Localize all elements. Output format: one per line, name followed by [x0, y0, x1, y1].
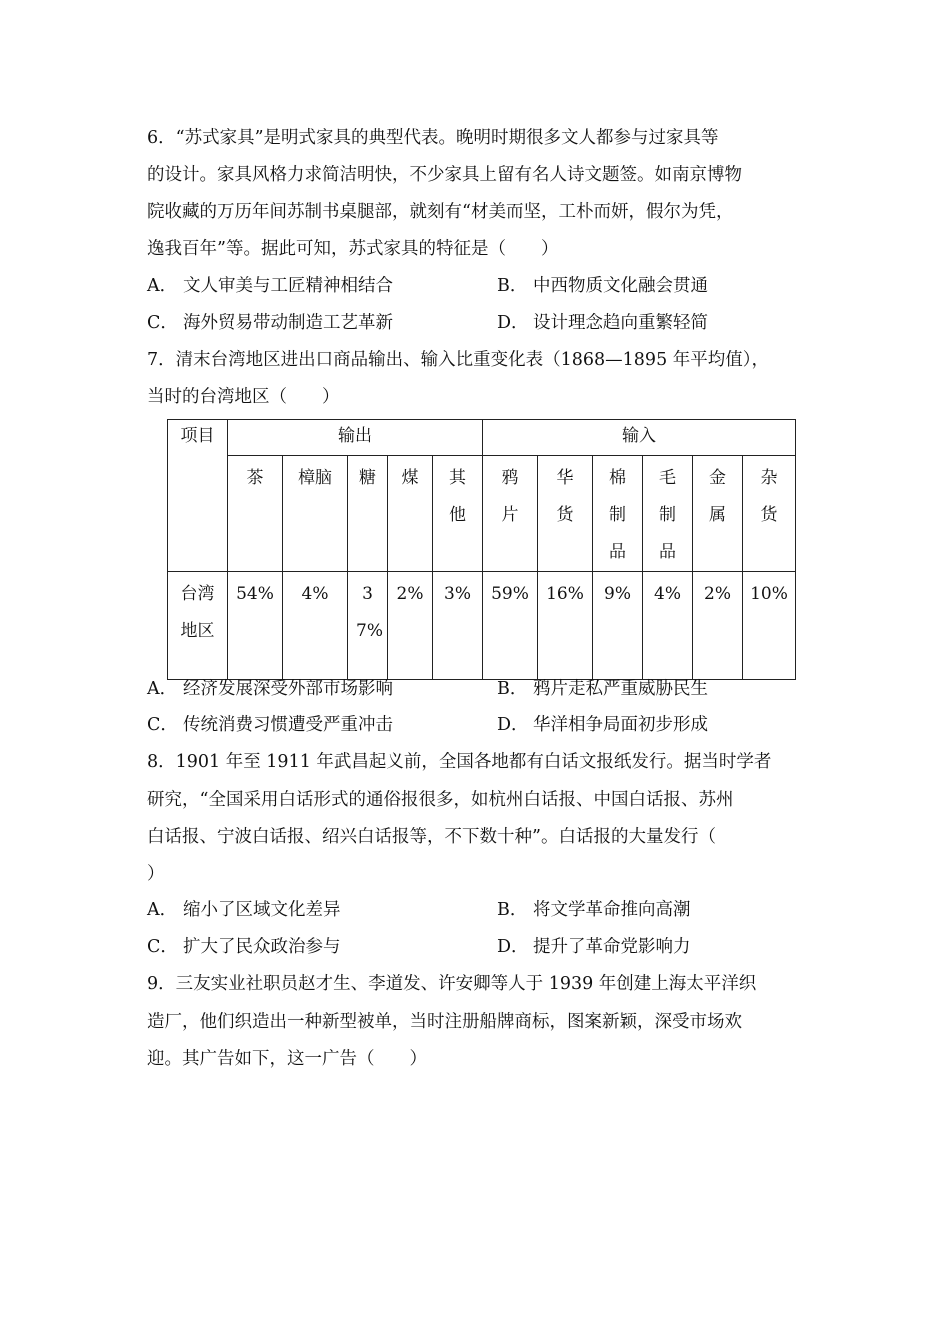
option-text: 缩小了区域文化差异	[183, 900, 341, 920]
option-letter: B．	[497, 276, 528, 296]
option-letter: A．	[147, 900, 178, 920]
table-col-tea: 茶	[228, 456, 283, 572]
option-letter: A．	[147, 276, 178, 296]
table-col-camphor: 樟脑	[283, 456, 348, 572]
q8-option-c[interactable]	[147, 935, 341, 959]
table-cell-tea: 54%	[228, 572, 283, 680]
q6-stem-line-3: 院收藏的万历年间苏制书桌腿部，就刻有“材美而坚，工朴而妍，假尔为凭，	[147, 202, 734, 222]
table-cell-metal: 2%	[693, 572, 743, 680]
table-cell-coal: 2%	[388, 572, 433, 680]
option-text: 将文学革命推向高潮	[533, 900, 691, 920]
option-text: 经济发展深受外部市场影响	[183, 679, 393, 699]
q6-option-c[interactable]	[147, 311, 393, 335]
option-letter: C．	[147, 313, 178, 333]
q6-option-b[interactable]	[497, 274, 708, 298]
option-text: 中西物质文化融会贯通	[533, 276, 708, 296]
q8-option-b[interactable]	[497, 898, 691, 922]
q8-option-d[interactable]	[497, 935, 691, 959]
table-col-metal: 金属	[693, 456, 743, 572]
option-letter: C．	[147, 937, 178, 957]
table-cell-camphor: 4%	[283, 572, 348, 680]
q6-stem-line-4: 逸我百年”等。据此可知，苏式家具的特征是（ ）	[147, 239, 559, 259]
table-cell-opium: 59%	[483, 572, 538, 680]
q6-option-a[interactable]	[147, 274, 393, 298]
q7-stem-line-2: 当时的台湾地区（ ）	[147, 387, 340, 407]
table-col-other: 其他	[433, 456, 483, 572]
option-letter: A．	[147, 679, 178, 699]
table-col-sugar: 糖	[348, 456, 388, 572]
q7-option-a[interactable]	[147, 677, 393, 701]
option-text: 鸦片走私严重威胁民生	[533, 679, 708, 699]
table-header-import: 输入	[483, 420, 796, 456]
trade-ratio-table	[167, 419, 796, 680]
option-letter: D．	[497, 715, 529, 735]
table-col-wool-goods: 毛制品	[643, 456, 693, 572]
table-cell-other: 3%	[433, 572, 483, 680]
option-text: 海外贸易带动制造工艺革新	[183, 313, 393, 333]
option-text: 提升了革命党影响力	[533, 937, 691, 957]
option-text: 华洋相争局面初步形成	[533, 715, 708, 735]
option-letter: B．	[497, 900, 528, 920]
option-letter: C．	[147, 715, 178, 735]
q8-stem-line-3: 白话报、宁波白话报、绍兴白话报等，不下数十种”。白话报的大量发行（	[147, 827, 716, 847]
table-cell-sundries: 10%	[743, 572, 796, 680]
table-col-chinese-goods: 华货	[538, 456, 593, 572]
q9-stem-line-1: 9．三友实业社职员赵才生、李道发、许安卿等人于 1939 年创建上海太平洋织	[147, 974, 757, 994]
table-col-opium: 鸦片	[483, 456, 538, 572]
table-row-label: 台湾地区	[168, 572, 228, 680]
q9-stem-line-3: 迎。其广告如下，这一广告（ ）	[147, 1049, 427, 1069]
q6-stem-line-1: 6．“苏式家具”是明式家具的典型代表。晚明时期很多文人都参与过家具等	[147, 128, 719, 148]
option-text: 设计理念趋向重繁轻简	[533, 313, 708, 333]
table-col-cotton-goods: 棉制品	[593, 456, 643, 572]
q7-option-d[interactable]	[497, 713, 708, 737]
q7-stem-line-1: 7．清末台湾地区进出口商品输出、输入比重变化表（1868—1895 年平均值），	[147, 350, 770, 370]
option-text: 传统消费习惯遭受严重冲击	[183, 715, 393, 735]
option-text: 文人审美与工匠精神相结合	[183, 276, 393, 296]
option-text: 扩大了民众政治参与	[183, 937, 341, 957]
table-col-coal: 煤	[388, 456, 433, 572]
table-header-export: 输出	[228, 420, 483, 456]
q8-stem-line-1: 8．1901 年至 1911 年武昌起义前，全国各地都有白话文报纸发行。据当时学者	[147, 752, 772, 772]
q7-option-b[interactable]	[497, 677, 708, 701]
table-cell-wool-goods: 4%	[643, 572, 693, 680]
table-cell-cotton-goods: 9%	[593, 572, 643, 680]
option-letter: D．	[497, 313, 529, 333]
q7-option-c[interactable]	[147, 713, 393, 737]
table-cell-sugar: 37%	[348, 572, 388, 680]
table-header-item: 项目	[168, 420, 228, 572]
option-letter: B．	[497, 679, 528, 699]
table-cell-chinese-goods: 16%	[538, 572, 593, 680]
q6-option-d[interactable]	[497, 311, 708, 335]
q8-stem-line-4: ）	[147, 864, 165, 884]
q8-stem-line-2: 研究，“全国采用白话形式的通俗报很多，如杭州白话报、中国白话报、苏州	[147, 790, 734, 810]
q8-option-a[interactable]	[147, 898, 341, 922]
q9-stem-line-2: 造厂，他们织造出一种新型被单，当时注册船牌商标，图案新颖，深受市场欢	[147, 1012, 742, 1032]
table-col-sundries: 杂货	[743, 456, 796, 572]
q6-stem-line-2: 的设计。家具风格力求简洁明快，不少家具上留有名人诗文题签。如南京博物	[147, 165, 742, 185]
option-letter: D．	[497, 937, 529, 957]
